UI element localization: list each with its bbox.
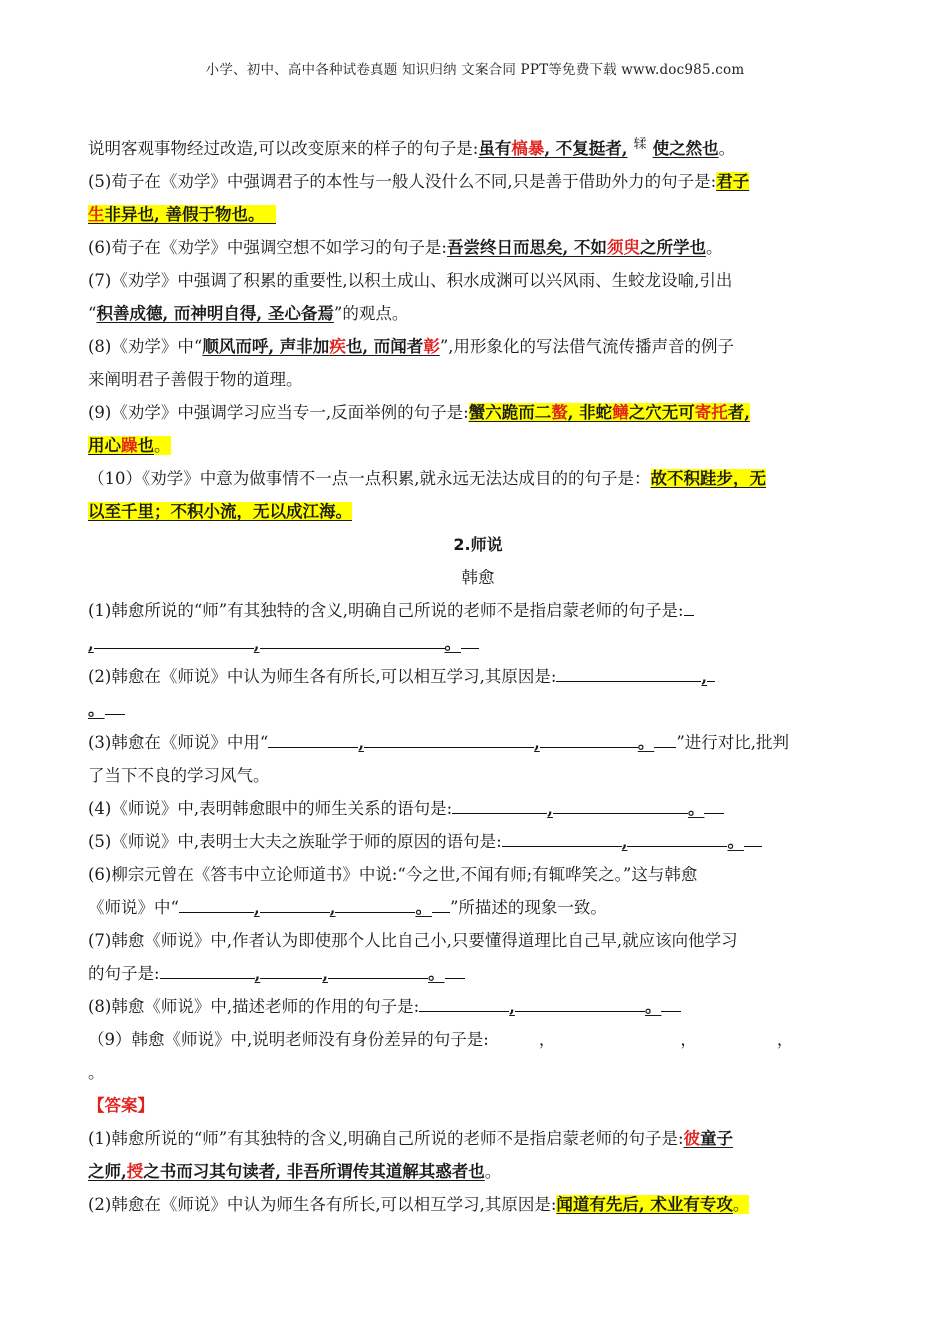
question-6: (6)荀子在《劝学》中强调空想不如学习的句子是:吾尝终日而思矣, 不如须臾之所学也。: [88, 238, 723, 257]
question-4-tail: 说明客观事物经过改造,可以改变原来的样子的句子是:虽有槁暴, 不复挺者, 𫐓 使之然也。: [88, 128, 868, 165]
answer-blank: [627, 832, 727, 847]
rare-character: 𫐓: [633, 137, 647, 152]
answer-blank: [364, 733, 534, 748]
answer-2: (2)韩愈在《师说》中认为师生各有所长,可以相互学习,其原因是:闻道有先后, 术业有专攻。: [88, 1195, 750, 1214]
question-7: (7)《劝学》中强调了积累的重要性,以积土成山、积水成渊可以兴风雨、生蛟龙设喻,引出 “积善成德, 而神明自得, 圣心备焉”的观点。: [88, 271, 733, 323]
answer-blank: [502, 832, 622, 847]
answer-blank: [452, 799, 547, 814]
answer-tag: 【答案】: [88, 1096, 154, 1115]
answer-blank: [515, 997, 645, 1012]
shishuo-question-1: (1)韩愈所说的“师”有其独特的含义,明确自己所说的老师不是指启蒙老师的句子是: , , 。: [88, 594, 868, 660]
answer-blank: [260, 898, 330, 913]
answer-blank: [260, 964, 322, 979]
shishuo-question-5: (5)《师说》中,表明士大夫之族耻学于师的原因的语句是: , 。: [88, 825, 868, 858]
answer-blank: [94, 634, 254, 649]
answer-blank: [335, 898, 415, 913]
answer-blank: [419, 997, 509, 1012]
answer-blank: [160, 964, 255, 979]
answer-blank: [445, 964, 465, 979]
answer-blank: [260, 634, 445, 649]
page-header: 小学、初中、高中各种试卷真题 知识归纳 文案合同 PPT等免费下载 www.doc985.com: [205, 62, 745, 78]
answer-blank: [179, 898, 254, 913]
section-author: 韩愈: [461, 568, 495, 587]
question-5: (5)荀子在《劝学》中强调君子的本性与一般人没什么不同,只是善于借助外力的句子是:君子 生非异也, 善假于物也。: [88, 172, 750, 224]
answer-blank: [684, 601, 694, 616]
answer-blank: [268, 733, 358, 748]
shishuo-question-4: (4)《师说》中,表明韩愈眼中的师生关系的语句是: , 。: [88, 792, 868, 825]
answer-blank: [553, 799, 688, 814]
answer-blank: [556, 667, 701, 682]
answer-blank: [328, 964, 428, 979]
question-10: （10）《劝学》中意为做事情不一点一点积累,就永远无法达成目的的句子是：故不积跬步，无 以至千里；不积小流，无以成江海。: [88, 469, 766, 521]
answer-blank: [540, 733, 638, 748]
shishuo-question-7: (7)韩愈《师说》中,作者认为即使那个人比自己小,只要懂得道理比自己早,就应该向他学习 的句子是: , , 。: [88, 931, 738, 983]
answer-blank: [105, 700, 125, 715]
document-body: [88, 128, 868, 1221]
answer-blank: [707, 667, 715, 682]
answer-1: (1)韩愈所说的“师”有其独特的含义,明确自己所说的老师不是指启蒙老师的句子是:彼童子 之师,授之书而习其句读者, 非吾所谓传其道解其惑者也。: [88, 1129, 734, 1181]
shishuo-question-2: (2)韩愈在《师说》中认为师生各有所长,可以相互学习,其原因是: , 。: [88, 660, 868, 726]
question-9: (9)《劝学》中强调学习应当专一,反面举例的句子是:蟹六跪而二螯, 非蛇鳝之穴无可寄托者, 用心躁也。: [88, 403, 750, 455]
answer-blank: [432, 898, 450, 913]
shishuo-question-3: (3)韩愈在《师说》中用“ , , 。 ”进行对比,批判 了当下不良的学习风气。: [88, 733, 789, 785]
shishuo-question-8: (8)韩愈《师说》中,描述老师的作用的句子是: , 。: [88, 990, 868, 1023]
shishuo-question-9: （9）韩愈《师说》中,说明老师没有身份差异的句子是: ， ， ， 。: [88, 1030, 794, 1082]
answer-blank: [744, 832, 762, 847]
answer-blank: [661, 997, 681, 1012]
section-title: 2.师说: [453, 535, 503, 554]
answer-blank: [654, 733, 676, 748]
shishuo-question-6: (6)柳宗元曾在《答韦中立论师道书》中说:“今之世,不闻有师;有辄哗笑之。”这与韩愈 《师说》中“ , , 。 ”所描述的现象一致。: [88, 865, 698, 917]
answer-blank: [461, 634, 479, 649]
question-8: (8)《劝学》中“顺风而呼, 声非加疾也, 而闻者彰”,用形象化的写法借气流传播声音的例子 来阐明君子善假于物的道理。: [88, 337, 734, 389]
answer-blank: [704, 799, 724, 814]
